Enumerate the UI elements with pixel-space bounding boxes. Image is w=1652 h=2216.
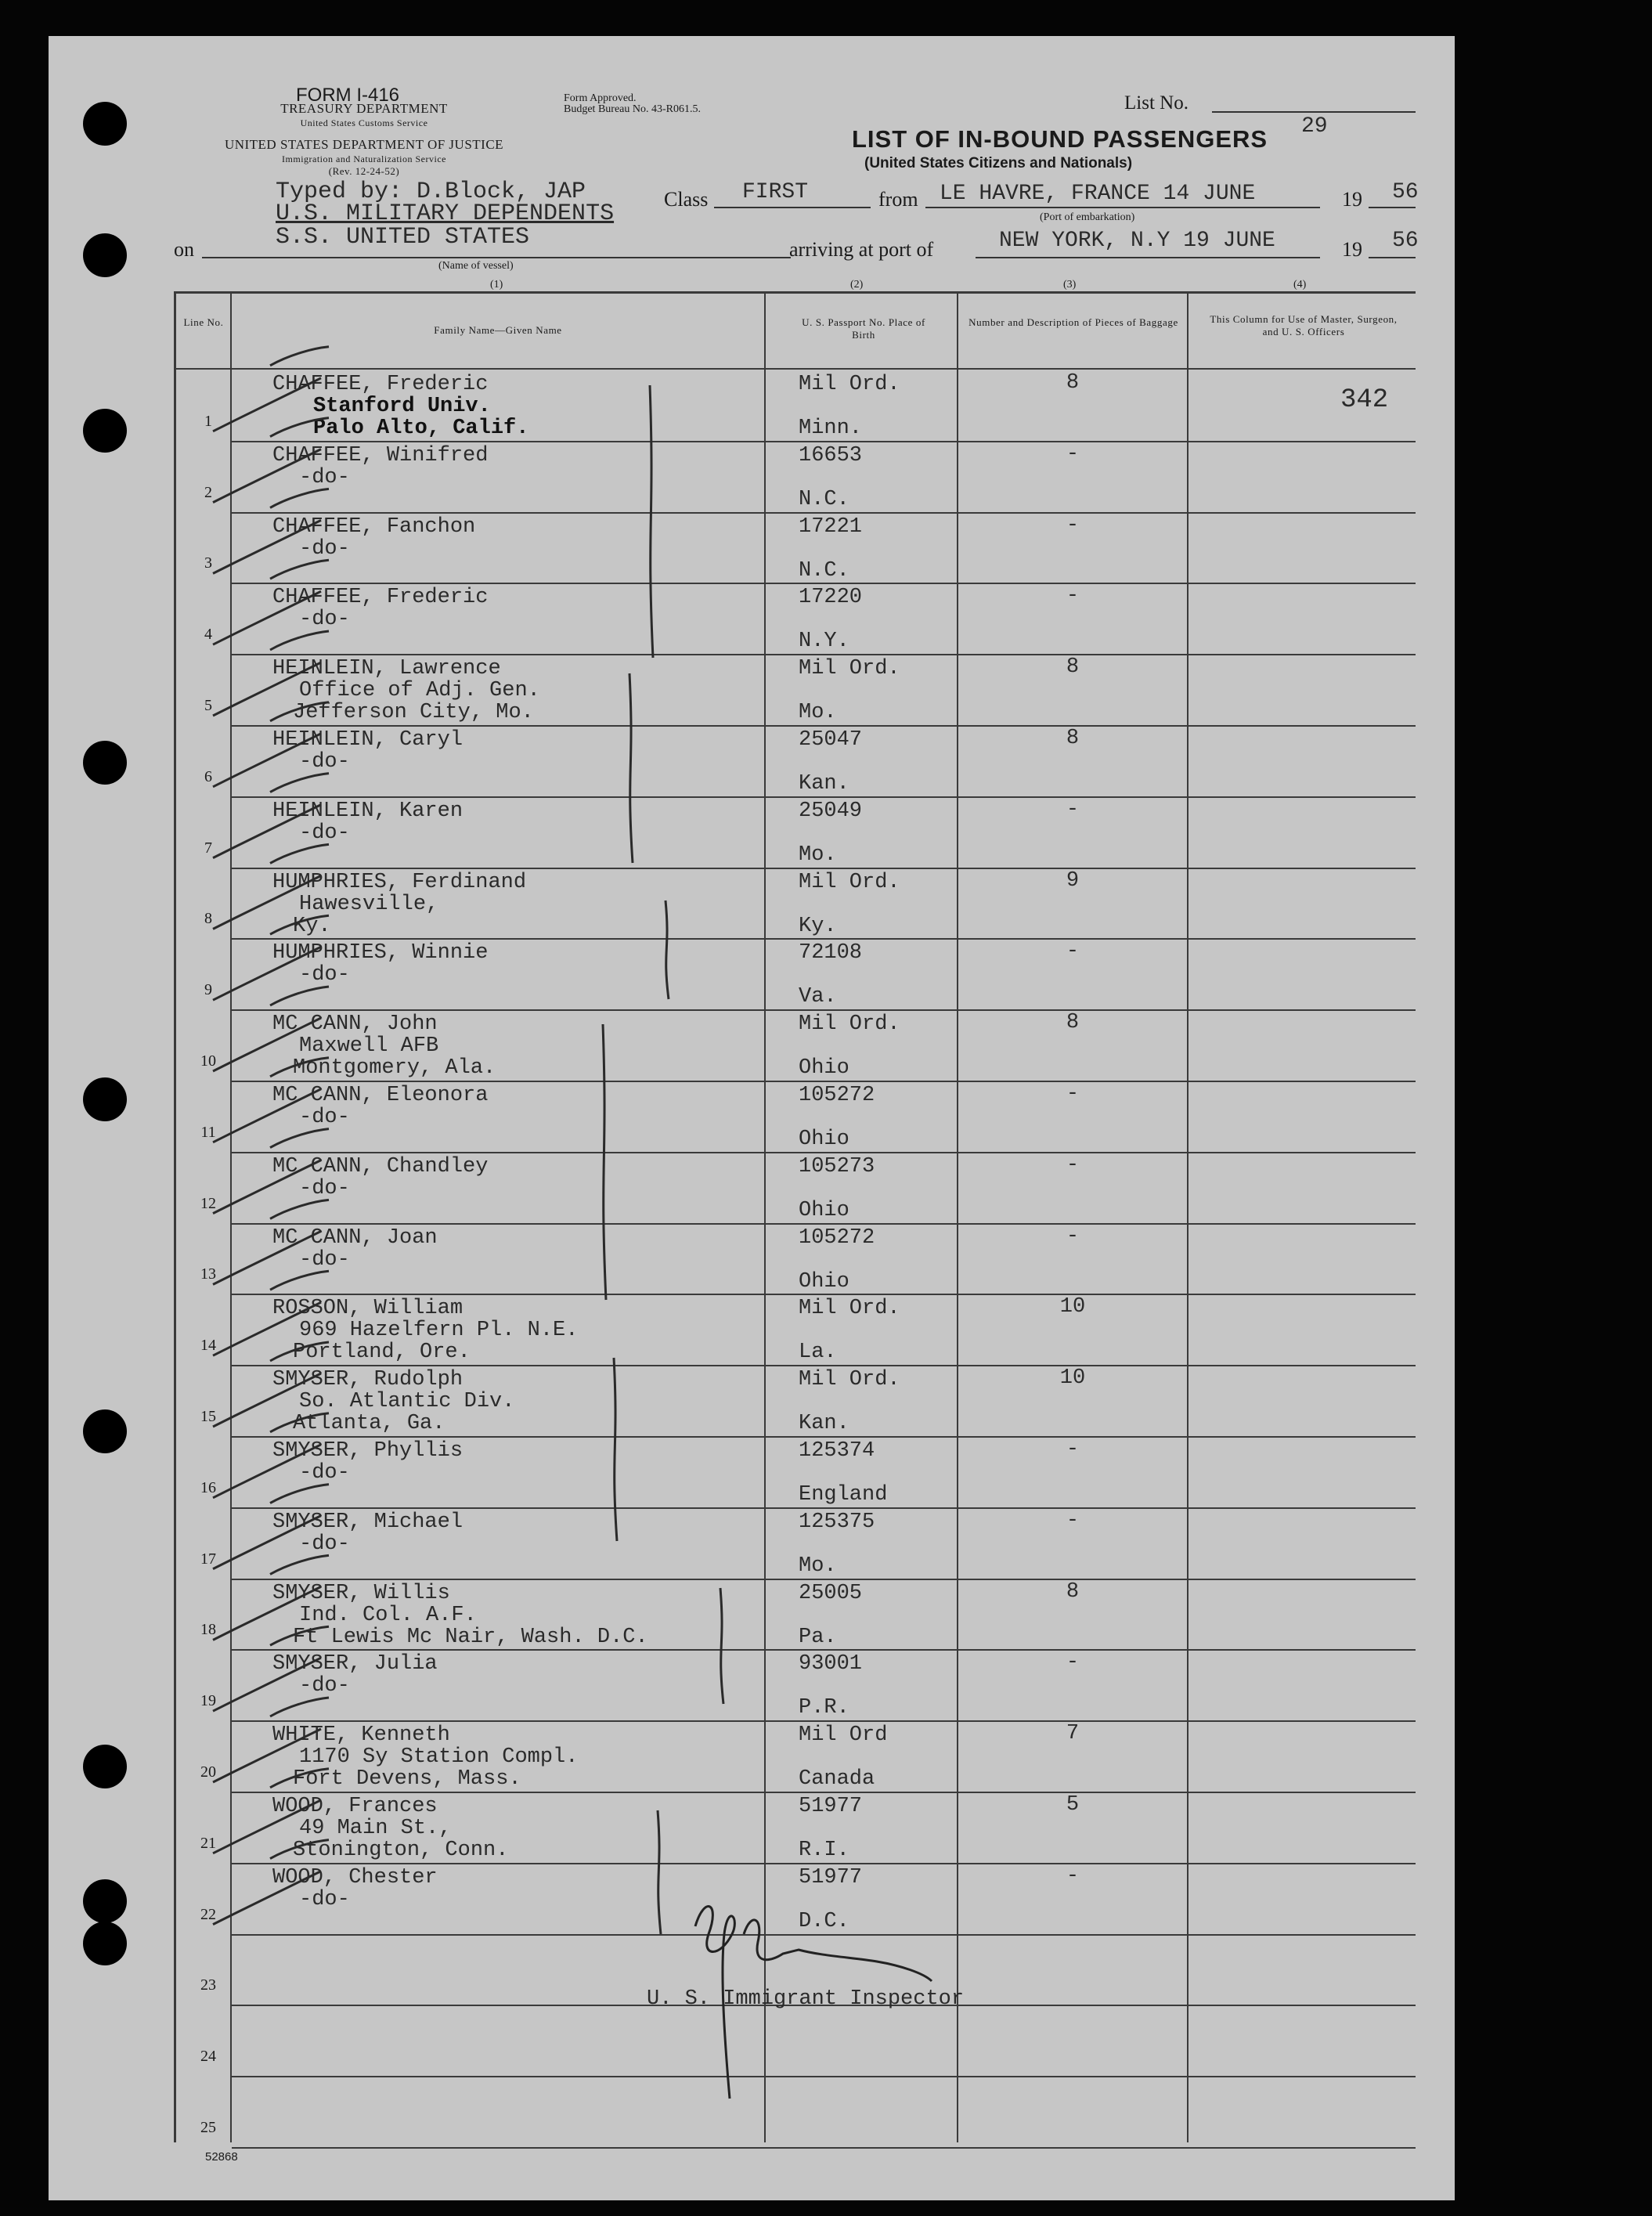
passenger-name: CHAFFEE, Frederic bbox=[272, 373, 489, 396]
place-of-birth: Ky. bbox=[799, 915, 837, 938]
line-number: 22 bbox=[200, 1906, 216, 1923]
place-of-birth: Canada bbox=[799, 1767, 875, 1791]
passenger-name: CHAFFEE, Winifred bbox=[272, 444, 489, 467]
passenger-name: SMYSER, Julia bbox=[272, 1652, 438, 1676]
passenger-address-2: Ky. bbox=[293, 915, 331, 938]
place-of-birth: Minn. bbox=[799, 417, 863, 440]
baggage-count: - bbox=[1066, 1153, 1080, 1177]
place-of-birth: N.C. bbox=[799, 488, 849, 511]
baggage-count: 8 bbox=[1066, 1580, 1080, 1604]
baggage-count: 10 bbox=[1059, 1366, 1086, 1390]
treasury-dept: TREASURY DEPARTMENT bbox=[280, 101, 448, 116]
col-header-name: Family Name—Given Name bbox=[434, 324, 562, 336]
vessel-caption: (Name of vessel) bbox=[438, 260, 514, 272]
passenger-address-1: -do- bbox=[299, 963, 350, 987]
col-header-passport: U. S. Passport No. Place of Birth bbox=[802, 316, 925, 341]
passenger-address-1: -do- bbox=[299, 821, 350, 845]
passenger-address-2: Portland, Ore. bbox=[293, 1341, 471, 1364]
row-rule bbox=[232, 1436, 1416, 1438]
place-of-birth: N.C. bbox=[799, 559, 849, 583]
row-rule bbox=[232, 1152, 1416, 1153]
baggage-count: 8 bbox=[1066, 371, 1080, 395]
line-number: 4 bbox=[204, 626, 212, 643]
line-number: 12 bbox=[200, 1195, 216, 1212]
line-number: 16 bbox=[200, 1479, 216, 1496]
passenger-address-1: So. Atlantic Div. bbox=[299, 1390, 515, 1413]
family-bracket bbox=[603, 1024, 606, 1300]
passport-number: 51977 bbox=[799, 1795, 863, 1818]
line-number: 7 bbox=[204, 839, 212, 857]
line-number: 10 bbox=[200, 1052, 216, 1070]
row-rule bbox=[232, 2076, 1416, 2077]
col-header-officers: This Column for Use of Master, Surgeon, and U. S. Officers bbox=[1210, 313, 1398, 337]
place-of-birth: Ohio bbox=[799, 1199, 849, 1222]
passenger-address-1: Ind. Col. A.F. bbox=[299, 1604, 477, 1627]
baggage-count: 8 bbox=[1066, 727, 1080, 750]
row-rule bbox=[232, 1579, 1416, 1580]
passport-number: 17221 bbox=[799, 515, 863, 539]
passenger-address-1: -do- bbox=[299, 1888, 350, 1911]
passenger-address-2: Stonington, Conn. bbox=[293, 1839, 509, 1862]
passport-number: 125375 bbox=[799, 1510, 875, 1534]
embark-caption: (Port of embarkation) bbox=[1040, 211, 1135, 223]
passenger-address-2: Jefferson City, Mo. bbox=[293, 701, 534, 724]
passenger-name: HUMPHRIES, Winnie bbox=[272, 941, 489, 965]
from-label: from bbox=[878, 188, 918, 211]
row-rule bbox=[232, 583, 1416, 584]
row-rule bbox=[232, 1720, 1416, 1722]
row-rule bbox=[232, 1294, 1416, 1295]
form-stock-code: 52868 bbox=[205, 2150, 238, 2164]
row-rule bbox=[232, 441, 1416, 442]
row-rule bbox=[232, 725, 1416, 727]
baggage-count: - bbox=[1066, 1864, 1080, 1888]
passenger-name: MC CANN, Chandley bbox=[272, 1155, 489, 1178]
passenger-name: SMYSER, Phyllis bbox=[272, 1439, 463, 1463]
passport-number: 51977 bbox=[799, 1866, 863, 1889]
baggage-count: 8 bbox=[1066, 1011, 1080, 1034]
baggage-count: - bbox=[1066, 514, 1080, 537]
passport-number: 105272 bbox=[799, 1226, 875, 1250]
row-rule bbox=[232, 1863, 1416, 1864]
passenger-address-1: -do- bbox=[299, 750, 350, 774]
passenger-name: WOOD, Chester bbox=[272, 1866, 438, 1889]
passenger-name: MC CANN, John bbox=[272, 1012, 438, 1036]
row-rule bbox=[232, 1934, 1416, 1936]
line-number: 24 bbox=[200, 2048, 216, 2065]
passenger-address-1: -do- bbox=[299, 1674, 350, 1698]
line-number: 18 bbox=[200, 1621, 216, 1638]
officer-notation: 342 bbox=[1340, 385, 1389, 415]
place-of-birth: D.C. bbox=[799, 1910, 849, 1933]
passport-number: Mil Ord. bbox=[799, 657, 900, 680]
vessel-name: S.S. UNITED STATES bbox=[276, 224, 530, 251]
passport-number: Mil Ord. bbox=[799, 373, 900, 396]
passenger-address-1: -do- bbox=[299, 1248, 350, 1272]
passenger-name: CHAFFEE, Fanchon bbox=[272, 515, 476, 539]
passenger-address-1: 49 Main St., bbox=[299, 1817, 452, 1840]
passport-number: Mil Ord. bbox=[799, 871, 900, 894]
passport-number: 25005 bbox=[799, 1582, 863, 1605]
passport-number: Mil Ord. bbox=[799, 1368, 900, 1391]
line-number: 14 bbox=[200, 1337, 216, 1354]
place-of-birth: Pa. bbox=[799, 1626, 837, 1649]
line-number: 25 bbox=[200, 2119, 216, 2136]
place-of-birth: N.Y. bbox=[799, 630, 849, 653]
place-of-birth: Kan. bbox=[799, 772, 849, 796]
passenger-address-1: Maxwell AFB bbox=[299, 1034, 439, 1058]
passenger-name: WHITE, Kenneth bbox=[272, 1723, 450, 1747]
passenger-address-2: Ft Lewis Mc Nair, Wash. D.C. bbox=[293, 1626, 648, 1649]
passport-number: Mil Ord. bbox=[799, 1297, 900, 1320]
family-bracket bbox=[650, 385, 653, 658]
class-value: FIRST bbox=[742, 180, 809, 204]
place-of-birth: P.R. bbox=[799, 1696, 849, 1720]
col-num-1: (1) bbox=[490, 279, 503, 291]
passport-number: Mil Ord bbox=[799, 1723, 888, 1747]
baggage-count: - bbox=[1066, 1438, 1080, 1461]
passport-number: 16653 bbox=[799, 444, 863, 467]
line-number: 20 bbox=[200, 1763, 216, 1781]
row-rule bbox=[232, 1507, 1416, 1509]
passenger-address-1: 1170 Sy Station Compl. bbox=[299, 1745, 579, 1769]
row-rule bbox=[232, 938, 1416, 940]
col-num-2: (2) bbox=[850, 279, 864, 291]
passenger-address-1: -do- bbox=[299, 608, 350, 631]
passport-number: 25047 bbox=[799, 728, 863, 752]
col-num-4: (4) bbox=[1293, 279, 1307, 291]
passenger-address-1: -do- bbox=[299, 1461, 350, 1485]
passport-number: 125374 bbox=[799, 1439, 875, 1463]
row-rule bbox=[232, 512, 1416, 514]
form-subtitle: (United States Citizens and Nationals) bbox=[864, 155, 1133, 171]
form-title: LIST OF IN-BOUND PASSENGERS bbox=[852, 125, 1268, 153]
line-number: 21 bbox=[200, 1835, 216, 1852]
line-number: 5 bbox=[204, 697, 212, 714]
place-of-birth: Ohio bbox=[799, 1056, 849, 1080]
place-of-birth: Mo. bbox=[799, 1554, 837, 1578]
budget-bureau: Budget Bureau No. 43-R061.5. bbox=[564, 103, 701, 115]
group-designation: U.S. MILITARY DEPENDENTS bbox=[276, 200, 615, 227]
passenger-name: HUMPHRIES, Ferdinand bbox=[272, 871, 527, 894]
baggage-count: 8 bbox=[1066, 655, 1080, 679]
form-revision: (Rev. 12-24-52) bbox=[328, 165, 400, 177]
baggage-count: 10 bbox=[1059, 1295, 1086, 1319]
typed-by: Typed by: D.Block, JAP bbox=[276, 179, 586, 205]
passport-number: 105272 bbox=[799, 1084, 875, 1107]
baggage-count: - bbox=[1066, 1225, 1080, 1248]
year-prefix: 19 bbox=[1342, 188, 1362, 211]
baggage-count: 9 bbox=[1066, 869, 1080, 893]
passport-number: 72108 bbox=[799, 941, 863, 965]
arriving-label: arriving at port of bbox=[789, 238, 934, 261]
table-top-border bbox=[174, 291, 1416, 294]
customs-service: United States Customs Service bbox=[300, 117, 428, 128]
line-number: 13 bbox=[200, 1265, 216, 1283]
passenger-name: ROSSON, William bbox=[272, 1297, 463, 1320]
row-rule bbox=[232, 1792, 1416, 1793]
ins-service: Immigration and Naturalization Service bbox=[282, 153, 446, 164]
baggage-count: - bbox=[1066, 1651, 1080, 1674]
place-of-birth: Ohio bbox=[799, 1270, 849, 1294]
passenger-name: CHAFFEE, Frederic bbox=[272, 586, 489, 609]
place-of-birth: Mo. bbox=[799, 843, 837, 867]
passport-number: 93001 bbox=[799, 1652, 863, 1676]
passenger-name: SMYSER, Willis bbox=[272, 1582, 450, 1605]
inspector-label: U. S. Immigrant Inspector bbox=[647, 1987, 965, 2011]
passenger-address-2: Fort Devens, Mass. bbox=[293, 1767, 521, 1791]
year-value-2: 56 bbox=[1392, 229, 1419, 253]
line-number: 6 bbox=[204, 768, 212, 785]
row-rule bbox=[232, 1223, 1416, 1225]
line-number: 11 bbox=[200, 1124, 216, 1141]
passport-number: 17220 bbox=[799, 586, 863, 609]
passport-number: 105273 bbox=[799, 1155, 875, 1178]
port-of-arrival: NEW YORK, N.Y 19 JUNE bbox=[999, 229, 1275, 253]
row-rule bbox=[232, 868, 1416, 869]
place-of-birth: Va. bbox=[799, 985, 837, 1009]
row-rule bbox=[232, 654, 1416, 655]
passenger-address-1: -do- bbox=[299, 1177, 350, 1200]
baggage-count: - bbox=[1066, 584, 1080, 608]
row-rule bbox=[232, 796, 1416, 798]
year-value: 56 bbox=[1392, 180, 1419, 204]
family-bracket bbox=[665, 900, 669, 999]
line-number: 8 bbox=[204, 910, 212, 927]
passenger-address-2: Atlanta, Ga. bbox=[293, 1412, 445, 1435]
row-rule bbox=[232, 1081, 1416, 1082]
line-number: 2 bbox=[204, 484, 212, 501]
family-bracket bbox=[658, 1810, 661, 1934]
passenger-name: MC CANN, Joan bbox=[272, 1226, 438, 1250]
on-label: on bbox=[174, 238, 194, 261]
baggage-count: - bbox=[1066, 1509, 1080, 1532]
line-number: 1 bbox=[204, 413, 212, 430]
col-header-baggage: Number and Description of Pieces of Baggage bbox=[968, 316, 1178, 328]
form-approved: Form Approved. bbox=[564, 92, 637, 104]
passenger-name: WOOD, Frances bbox=[272, 1795, 438, 1818]
place-of-birth: La. bbox=[799, 1341, 837, 1364]
line-number: 19 bbox=[200, 1692, 216, 1709]
line-number: 23 bbox=[200, 1976, 216, 1994]
table-left-border bbox=[174, 291, 176, 2142]
baggage-count: - bbox=[1066, 1082, 1080, 1106]
passenger-name: HEINLEIN, Caryl bbox=[272, 728, 463, 752]
row-rule bbox=[232, 1009, 1416, 1011]
list-no-value: 29 bbox=[1301, 114, 1328, 139]
passenger-name: SMYSER, Rudolph bbox=[272, 1368, 463, 1391]
passenger-address-1: Stanford Univ. bbox=[313, 395, 491, 418]
passenger-address-1: -do- bbox=[299, 537, 350, 561]
place-of-birth: Mo. bbox=[799, 701, 837, 724]
passenger-address-1: 969 Hazelfern Pl. N.E. bbox=[299, 1319, 579, 1342]
passenger-address-1: Hawesville, bbox=[299, 893, 439, 916]
row-rule bbox=[232, 2147, 1416, 2149]
passenger-address-2: Palo Alto, Calif. bbox=[313, 417, 529, 440]
col-num-3: (3) bbox=[1063, 279, 1077, 291]
place-of-birth: R.I. bbox=[799, 1839, 849, 1862]
baggage-count: 7 bbox=[1066, 1722, 1080, 1745]
place-of-birth: England bbox=[799, 1483, 888, 1507]
port-of-embarkation: LE HAVRE, FRANCE 14 JUNE bbox=[940, 182, 1256, 206]
passenger-address-2: Montgomery, Ala. bbox=[293, 1056, 496, 1080]
family-bracket bbox=[629, 673, 633, 863]
passport-number: Mil Ord. bbox=[799, 1012, 900, 1036]
baggage-count: - bbox=[1066, 798, 1080, 821]
passenger-address-1: -do- bbox=[299, 1106, 350, 1129]
passenger-name: HEINLEIN, Karen bbox=[272, 799, 463, 823]
passenger-name: MC CANN, Eleonora bbox=[272, 1084, 489, 1107]
year-prefix-2: 19 bbox=[1342, 238, 1362, 261]
class-label: Class bbox=[664, 188, 709, 211]
baggage-count: 5 bbox=[1066, 1793, 1080, 1817]
passport-number: 25049 bbox=[799, 799, 863, 823]
family-bracket bbox=[720, 1588, 723, 1704]
line-number: 3 bbox=[204, 554, 212, 572]
passenger-address-1: Office of Adj. Gen. bbox=[299, 679, 540, 702]
passenger-name: SMYSER, Michael bbox=[272, 1510, 463, 1534]
place-of-birth: Kan. bbox=[799, 1412, 849, 1435]
col-header-line-no: Line No. bbox=[183, 316, 224, 328]
row-rule bbox=[232, 1365, 1416, 1366]
form-number: FORM I-416 bbox=[296, 85, 400, 106]
header-bottom-border bbox=[174, 368, 1416, 370]
baggage-count: - bbox=[1066, 940, 1080, 963]
baggage-count: - bbox=[1066, 442, 1080, 466]
line-number: 9 bbox=[204, 981, 212, 998]
place-of-birth: Ohio bbox=[799, 1128, 849, 1151]
row-rule bbox=[232, 1649, 1416, 1651]
passenger-address-1: -do- bbox=[299, 466, 350, 489]
line-number: 15 bbox=[200, 1408, 216, 1425]
passenger-address-1: -do- bbox=[299, 1532, 350, 1556]
passenger-name: HEINLEIN, Lawrence bbox=[272, 657, 501, 680]
justice-dept: UNITED STATES DEPARTMENT OF JUSTICE bbox=[224, 137, 504, 152]
line-number: 17 bbox=[200, 1550, 216, 1568]
col-divider-name bbox=[764, 291, 766, 2142]
family-bracket bbox=[614, 1358, 617, 1541]
list-no-label: List No. bbox=[1124, 92, 1189, 114]
